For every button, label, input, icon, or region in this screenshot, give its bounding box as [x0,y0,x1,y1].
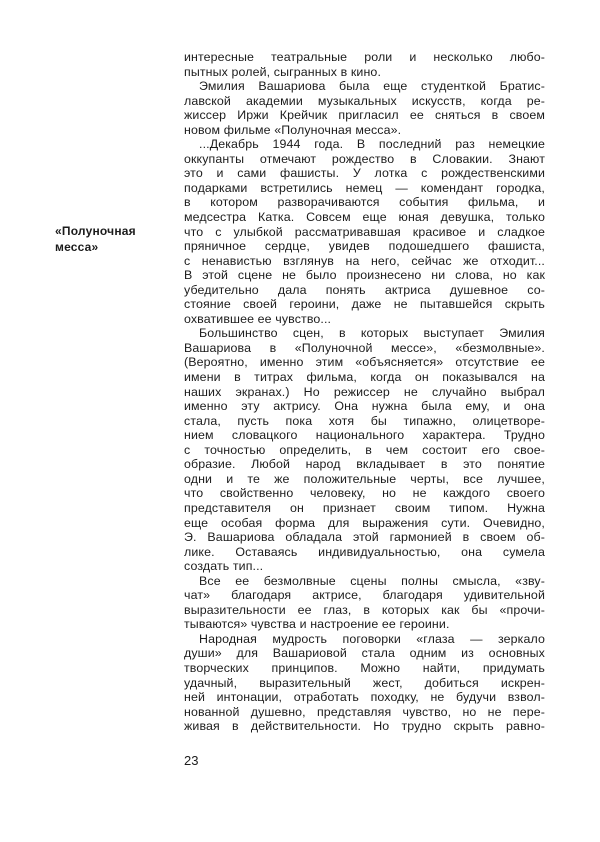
text-line: создать тип... [184,559,264,574]
paragraph [184,632,545,734]
body-text [184,50,545,734]
paragraph [184,79,545,137]
text-line: что с улыбкой рассматривавшая красивое и сладкое [184,224,545,239]
text-line: представителя он признает своим типом. Нужна [184,500,545,515]
text-line: жиссер Иржи Крейчик пригласил ее сняться в своем [184,108,545,123]
text-line: живая в действительности. Но трудно скрыть равно- [184,719,545,734]
paragraph [184,326,545,573]
text-line: стояние своей героини, даже не пытавшейся скрыть [184,297,545,312]
text-line: Большинство сцен, в которых выступает Эмилия [199,326,545,341]
text-line: с ненавистью взглянув на него, сейчас же отходит... [184,253,545,268]
paragraph [184,574,545,632]
text-line: Вашариова в «Полуночной мессе», «безмолвные». [184,340,545,355]
text-line: чат» благодаря актрисе, благодаря удивительной [184,588,545,603]
text-line: нием словацкого национального характера. Трудно [184,428,545,443]
text-line: в котором разворачиваются события фильма, и [184,195,545,210]
text-line: ...Декабрь 1944 года. В последний раз немецкие [199,137,545,152]
text-line: охватившее ее чувство... [184,311,332,326]
text-line: пряничное сердце, увидев подошедшего фашиста, [184,239,545,254]
text-line: оккупанты отмечают рождество в Словакии. Знают [184,151,545,166]
text-line: интересные театральные роли и несколько любо- [184,50,545,64]
text-line: тываются» чувства и настроение ее героини. [184,617,450,632]
text-line: Эмилия Вашариова была еще студенткой Братис- [199,79,545,94]
text-line: (Вероятно, именно этим «объясняется» отсутствие ее [184,355,545,370]
text-line: наших экранах.) Но режиссер не случайно выбрал [184,384,545,399]
page-number: 23 [184,753,199,768]
margin-note-line: «Полуночная [55,224,136,238]
text-line: ней интонации, отработать походку, не будучи взвол- [184,690,545,705]
text-line: что свойственно человеку, но не каждого своего [184,486,545,501]
text-line: выразительности ее глаз, в которых как бы «прочи- [184,602,545,617]
margin-note-line: месса» [55,239,99,254]
text-line: Э. Вашариова обладала этой гармонией в своем об- [184,530,545,545]
text-line: подарками встретились немец — комендант городка, [184,180,545,195]
text-line: творческих принципов. Можно найти, придумать [184,660,545,675]
text-line: имени в титрах фильма, когда он показывался на [184,370,545,385]
text-line: новом фильме «Полуночная месса». [184,122,402,137]
text-line: образие. Любой народ вкладывает в это понятие [184,457,545,472]
text-line: В этой сцене не было произнесено ни слова, но как [184,268,545,283]
text-line: одни и те же положительные черты, все лучшее, [184,471,545,486]
text-line: это и сами фашисты. У лотка с рождественскими [184,166,545,181]
text-line: еще особая форма для выражения сути. Очевидно, [184,515,545,530]
text-line: лике. Оставаясь индивидуальностью, она сумела [184,544,545,559]
text-line: Все ее безмолвные сцены полны смысла, «зву- [199,573,545,588]
text-line: медсестра Катка. Совсем еще юная девушка, только [184,210,545,225]
text-line: нованной душевно, представляя чувство, но не пере- [184,704,545,719]
text-line: с точностью определить, в чем состоит его свое- [184,442,545,457]
text-line: удачный, выразительный жест, добиться искрен- [184,675,545,690]
paragraph [184,137,545,326]
text-line: пытных ролей, сыгранных в кино. [184,64,382,79]
text-line: стала, пусть пока хотя бы типажно, олицетворе- [184,413,545,428]
text-line: лавской академии музыкальных искусств, когда ре- [184,93,545,108]
text-line: именно эту актрису. Она нужна была ему, и она [184,399,545,414]
text-line: души» для Вашариовой стала одним из основных [184,646,545,661]
text-line: убедительно дала понять актриса душевное со- [184,282,545,297]
margin-note [55,224,175,255]
paragraph [184,50,545,79]
text-line: Народная мудрость поговорки «глаза — зеркало [199,631,545,646]
